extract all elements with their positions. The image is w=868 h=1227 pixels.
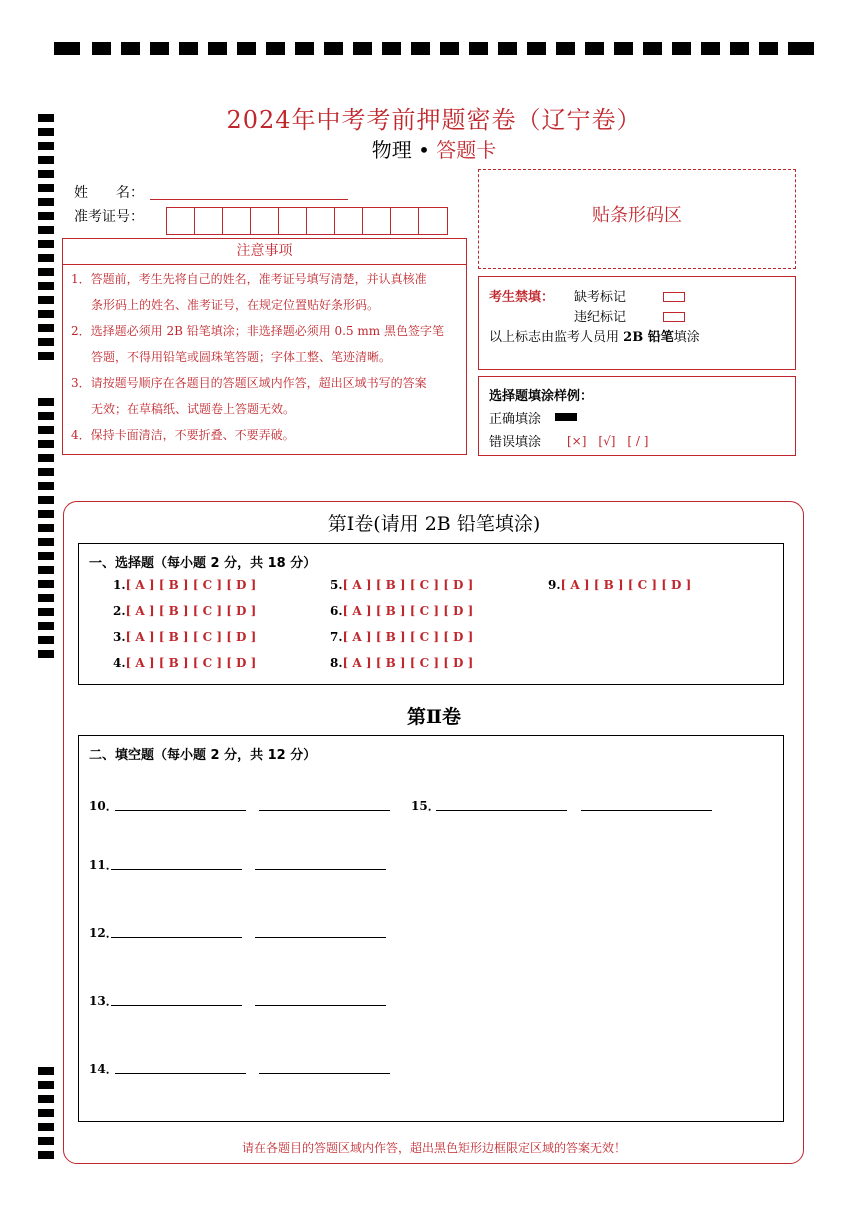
timing-mark xyxy=(92,42,111,55)
timing-mark xyxy=(237,42,256,55)
id-digit-box[interactable] xyxy=(223,208,251,234)
name-field[interactable] xyxy=(150,199,348,200)
timing-mark xyxy=(614,42,633,55)
timing-mark xyxy=(266,42,285,55)
id-label: 准考证号： xyxy=(74,209,144,225)
timing-mark xyxy=(672,42,691,55)
exam-title: 2024年中考考前押题密卷（辽宁卷） xyxy=(226,106,642,134)
choice-question[interactable] xyxy=(330,630,473,644)
question-number: 1. xyxy=(113,578,126,592)
answer-options[interactable]: [ A ] [ B ] [ C ] [ D ] xyxy=(125,630,257,644)
timing-mark xyxy=(208,42,227,55)
answer-line[interactable] xyxy=(436,810,567,811)
timing-mark xyxy=(54,42,80,55)
timing-mark xyxy=(440,42,459,55)
timing-mark xyxy=(38,1095,54,1103)
question-number: 5. xyxy=(330,578,343,592)
timing-mark xyxy=(38,1123,54,1131)
title-dot: • xyxy=(418,138,430,162)
question-number: 4. xyxy=(113,656,126,670)
timing-mark xyxy=(38,198,54,206)
timing-mark xyxy=(38,440,54,448)
choice-section-head: 一、选择题（每小题 2 分，共 18 分） xyxy=(89,556,317,571)
timing-mark xyxy=(38,454,54,462)
answer-line[interactable] xyxy=(255,1005,386,1006)
fill-section-head: 二、填空题（每小题 2 分，共 12 分） xyxy=(89,748,317,763)
timing-mark xyxy=(38,296,54,304)
id-digit-box[interactable] xyxy=(167,208,195,234)
id-digit-box[interactable] xyxy=(195,208,223,234)
answer-options[interactable]: [ A ] [ B ] [ C ] [ D ] xyxy=(560,578,692,592)
answer-options[interactable]: [ A ] [ B ] [ C ] [ D ] xyxy=(125,604,257,618)
timing-mark xyxy=(38,352,54,360)
fill-question-number: 14． xyxy=(89,1062,118,1076)
wrong-fill-label: 错误填涂 xyxy=(489,435,542,450)
timing-mark xyxy=(324,42,343,55)
notice-item: 无效；在草稿纸、试题卷上答题无效。 xyxy=(91,402,296,416)
timing-mark xyxy=(121,42,140,55)
prohibit-box xyxy=(478,276,796,370)
wrong-fill-marks: [×] [√] [ / ] xyxy=(567,434,649,448)
absent-mark-box[interactable] xyxy=(663,289,685,304)
id-digit-box[interactable] xyxy=(307,208,335,234)
timing-mark xyxy=(382,42,401,55)
timing-mark xyxy=(38,566,54,574)
notice-item: 4．保持卡面清洁，不要折叠、不要弄破。 xyxy=(71,428,295,442)
question-number: 8. xyxy=(330,656,343,670)
correct-fill-mark xyxy=(555,413,577,421)
answer-options[interactable]: [ A ] [ B ] [ C ] [ D ] xyxy=(342,578,474,592)
answer-options[interactable]: [ A ] [ B ] [ C ] [ D ] xyxy=(125,578,257,592)
timing-mark xyxy=(38,538,54,546)
choice-question[interactable] xyxy=(330,578,473,592)
timing-mark xyxy=(38,412,54,420)
timing-mark xyxy=(38,468,54,476)
answer-line[interactable] xyxy=(111,869,242,870)
fill-question-number: 13． xyxy=(89,994,118,1008)
notice-item: 条形码上的姓名、准考证号，在规定位置贴好条形码。 xyxy=(91,298,380,312)
timing-mark xyxy=(295,42,314,55)
choice-question[interactable] xyxy=(330,656,473,670)
answer-options[interactable]: [ A ] [ B ] [ C ] [ D ] xyxy=(125,656,257,670)
timing-mark xyxy=(38,552,54,560)
timing-mark xyxy=(38,636,54,644)
choice-question[interactable] xyxy=(113,656,256,670)
absent-label: 缺考标记 xyxy=(574,290,627,305)
id-digit-box[interactable] xyxy=(279,208,307,234)
answer-options[interactable]: [ A ] [ B ] [ C ] [ D ] xyxy=(342,656,474,670)
fill-sample-box xyxy=(478,376,796,456)
timing-mark xyxy=(38,338,54,346)
subject-title xyxy=(0,134,868,163)
timing-mark xyxy=(38,240,54,248)
notice-box xyxy=(62,238,467,455)
timing-mark xyxy=(38,482,54,490)
timing-mark xyxy=(38,226,54,234)
timing-mark xyxy=(38,650,54,658)
timing-mark xyxy=(353,42,372,55)
fill-question-number: 15． xyxy=(411,799,440,813)
prohibit-note-pencil: 2B 铅笔 xyxy=(623,330,674,345)
name-label: 姓 名： xyxy=(74,185,144,201)
prohibit-title: 考生禁填： xyxy=(489,290,555,305)
timing-mark xyxy=(38,1081,54,1089)
subject-name: 物理 xyxy=(371,138,412,162)
answer-line[interactable] xyxy=(255,937,386,938)
timing-mark xyxy=(38,1067,54,1075)
answer-line[interactable] xyxy=(255,869,386,870)
choice-question[interactable] xyxy=(113,604,256,618)
answer-line[interactable] xyxy=(111,1005,242,1006)
choice-question[interactable] xyxy=(548,578,691,592)
timing-mark xyxy=(38,426,54,434)
footer-warning: 请在各题目的答题区域内作答，超出黑色矩形边框限定区域的答案无效！ xyxy=(241,1141,626,1155)
choice-question[interactable] xyxy=(330,604,473,618)
prohibit-note-text: 以上标志由监考人员用 xyxy=(489,330,620,345)
timing-mark xyxy=(38,310,54,318)
timing-mark xyxy=(498,42,517,55)
card-label: 答题卡 xyxy=(436,138,497,162)
timing-mark xyxy=(38,398,54,406)
part2-title: 第Ⅱ卷 xyxy=(406,706,461,728)
id-digit-box[interactable] xyxy=(251,208,279,234)
id-digit-box[interactable] xyxy=(335,208,363,234)
violation-label: 违纪标记 xyxy=(574,310,627,325)
timing-mark xyxy=(527,42,546,55)
choice-question[interactable] xyxy=(113,578,256,592)
notice-item: 答题，不得用铅笔或圆珠笔答题；字体工整、笔迹清晰。 xyxy=(91,350,392,364)
question-number: 7. xyxy=(330,630,343,644)
timing-mark xyxy=(556,42,575,55)
timing-mark xyxy=(469,42,488,55)
notice-item: 3．请按题号顺序在各题目的答题区域内作答，超出区域书写的答案 xyxy=(71,376,427,390)
question-number: 6. xyxy=(330,604,343,618)
id-number-boxes[interactable] xyxy=(166,207,448,235)
correct-fill-label: 正确填涂 xyxy=(489,412,542,427)
timing-mark xyxy=(179,42,198,55)
timing-mark xyxy=(788,42,814,55)
notice-item: 1．答题前，考生先将自己的姓名，准考证号填写清楚，并认真核准 xyxy=(71,272,427,286)
timing-mark xyxy=(38,268,54,276)
question-number: 3. xyxy=(113,630,126,644)
answer-options[interactable]: [ A ] [ B ] [ C ] [ D ] xyxy=(342,630,474,644)
timing-mark xyxy=(411,42,430,55)
fill-question-number: 12． xyxy=(89,926,118,940)
answer-line[interactable] xyxy=(115,810,246,811)
id-digit-box[interactable] xyxy=(391,208,419,234)
timing-mark xyxy=(38,184,54,192)
notice-title: 注意事项 xyxy=(63,239,466,265)
timing-mark xyxy=(150,42,169,55)
answer-line[interactable] xyxy=(115,1073,246,1074)
answer-line[interactable] xyxy=(111,937,242,938)
timing-mark xyxy=(38,594,54,602)
timing-mark xyxy=(38,170,54,178)
timing-mark xyxy=(759,42,778,55)
answer-line[interactable] xyxy=(259,1073,390,1074)
fill-question-number: 10． xyxy=(89,799,118,813)
question-number: 2. xyxy=(113,604,126,618)
id-digit-box[interactable] xyxy=(419,208,447,234)
sample-title: 选择题填涂样例： xyxy=(489,389,594,404)
timing-mark xyxy=(38,496,54,504)
timing-mark xyxy=(38,212,54,220)
prohibit-note-end: 填涂 xyxy=(673,330,700,345)
timing-mark xyxy=(643,42,662,55)
timing-mark xyxy=(730,42,749,55)
prohibit-note xyxy=(489,326,700,345)
answer-line[interactable] xyxy=(259,810,390,811)
timing-mark xyxy=(38,324,54,332)
id-digit-box[interactable] xyxy=(363,208,391,234)
top-timing-marks xyxy=(54,42,814,56)
timing-mark xyxy=(38,622,54,630)
timing-mark xyxy=(701,42,720,55)
question-number: 9. xyxy=(548,578,561,592)
fill-question-number: 11． xyxy=(89,858,118,872)
timing-mark xyxy=(38,254,54,262)
timing-mark xyxy=(38,1109,54,1117)
part1-title: 第Ⅰ卷(请用 2B 铅笔填涂) xyxy=(327,513,541,535)
timing-mark xyxy=(38,282,54,290)
barcode-area: 贴条形码区 xyxy=(478,169,796,269)
choice-question[interactable] xyxy=(113,630,256,644)
answer-options[interactable]: [ A ] [ B ] [ C ] [ D ] xyxy=(342,604,474,618)
answer-line[interactable] xyxy=(581,810,712,811)
timing-mark xyxy=(38,580,54,588)
timing-mark xyxy=(38,608,54,616)
violation-mark-box[interactable] xyxy=(663,309,685,324)
fill-in-section xyxy=(78,735,784,1122)
timing-mark xyxy=(585,42,604,55)
notice-item: 2．选择题必须用 2B 铅笔填涂；非选择题必须用 0.5 mm 黑色签字笔 xyxy=(71,324,445,338)
